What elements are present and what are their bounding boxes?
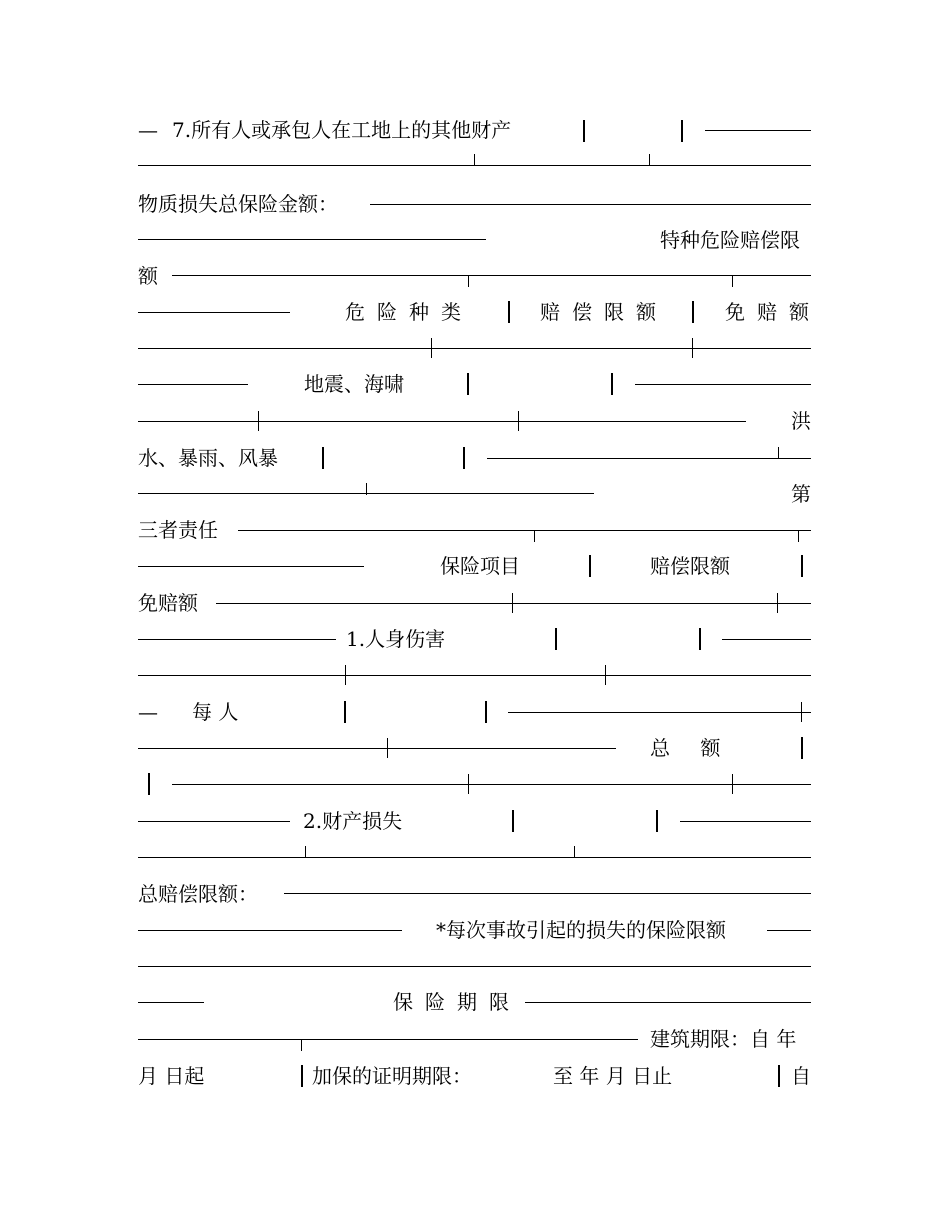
rule-line [705,130,811,131]
rule-tick [474,154,475,166]
total-amount-label: 总 额 [650,736,733,760]
leading-dash: — [138,118,158,142]
col-insured-item: 保险项目 [440,554,520,578]
table-separator [463,447,465,469]
table-separator [589,555,591,577]
rule-line [138,821,290,822]
table-separator [681,120,683,142]
col-deductible-2: 免赔额 [138,591,198,615]
rule-line [138,384,248,385]
rule-line [238,530,811,531]
special-risk-label-part2: 额 [138,264,158,288]
rule-line [508,712,811,713]
warranty-period-label: 加保的证明期限： [312,1064,472,1088]
rule-tick [732,275,733,287]
from-label: 自 [791,1064,811,1088]
rule-tick [468,774,469,794]
insurance-period-label: 保险期限 [393,990,521,1014]
rule-tick [778,447,779,459]
table-separator [322,447,324,469]
rule-line [138,566,364,567]
table-separator [148,773,150,795]
rule-line [138,966,811,967]
rule-tick [732,774,733,794]
to-date-label: 至 年 月 日止 [553,1064,673,1088]
rule-tick [798,530,799,542]
table-separator [801,737,803,759]
rule-line [138,1002,204,1003]
table-separator [692,301,694,323]
total-material-label: 物质损失总保险金额： [138,192,338,216]
rule-line [172,275,811,276]
table-separator [778,1065,780,1087]
table-separator [301,1065,303,1087]
rule-tick [258,411,259,431]
col-limit: 赔偿限额 [540,300,668,324]
rule-tick [387,738,388,758]
rule-line [172,784,811,785]
table-separator [512,810,514,832]
rule-line [138,857,811,858]
rule-line [525,1002,811,1003]
total-limit-label: 总赔偿限额： [138,882,258,906]
third-party-label-part2: 三者责任 [138,518,218,542]
per-person-label: 每 人 [192,700,239,724]
table-separator [699,628,701,650]
rule-line [138,675,811,676]
rule-tick [468,275,469,287]
risk-flood-part1: 洪 [791,409,811,433]
rule-tick [649,154,650,166]
table-separator [485,701,487,723]
rule-line [138,1039,638,1040]
table-separator [801,555,803,577]
construction-period-part1: 建筑期限：自 年 [650,1027,797,1051]
rule-line [138,748,616,749]
table-separator [583,120,585,142]
rule-tick [777,593,778,613]
rule-tick [801,702,802,722]
rule-line [370,204,811,205]
item-7-label: 7.所有人或承包人在工地上的其他财产 [172,118,512,142]
rule-line [138,639,336,640]
rule-tick [305,846,306,858]
special-risk-label-part1: 特种危险赔偿限 [660,228,800,252]
rule-line [487,458,811,459]
rule-tick [301,1039,302,1051]
rule-tick [605,665,606,685]
rule-line [635,384,811,385]
table-separator [467,373,469,395]
rule-tick [518,411,519,431]
rule-tick [345,665,346,685]
rule-line [138,239,486,240]
rule-tick [534,530,535,542]
rule-line [138,421,746,422]
rule-tick [366,483,367,495]
table-separator [555,628,557,650]
rule-line [138,312,290,313]
rule-tick [512,593,513,613]
risk-flood-part2: 水、暴雨、风暴 [138,446,278,470]
rule-tick [692,338,693,358]
rule-line [722,639,811,640]
rule-line [216,603,811,604]
col-limit-2: 赔偿限额 [650,554,730,578]
per-accident-note: *每次事故引起的损失的保险限额 [436,918,726,942]
rule-line [138,348,811,349]
construction-period-part2: 月 日起 [138,1064,205,1088]
col-deductible: 免赔额 [725,300,821,324]
dash-lead: — [138,700,158,724]
table-separator [344,701,346,723]
rule-tick [431,338,432,358]
table-separator [611,373,613,395]
rule-line [680,821,811,822]
rule-line [284,893,811,894]
risk-earthquake: 地震、海啸 [304,372,404,396]
col-risk-type: 危险种类 [345,300,473,324]
property-loss-label: 2.财产损失 [303,809,403,833]
table-separator [656,810,658,832]
third-party-label-part1: 第 [791,482,811,506]
table-separator [508,301,510,323]
rule-tick [574,846,575,858]
personal-injury-label: 1.人身伤害 [346,627,446,651]
rule-line [138,930,402,931]
rule-line [767,930,811,931]
